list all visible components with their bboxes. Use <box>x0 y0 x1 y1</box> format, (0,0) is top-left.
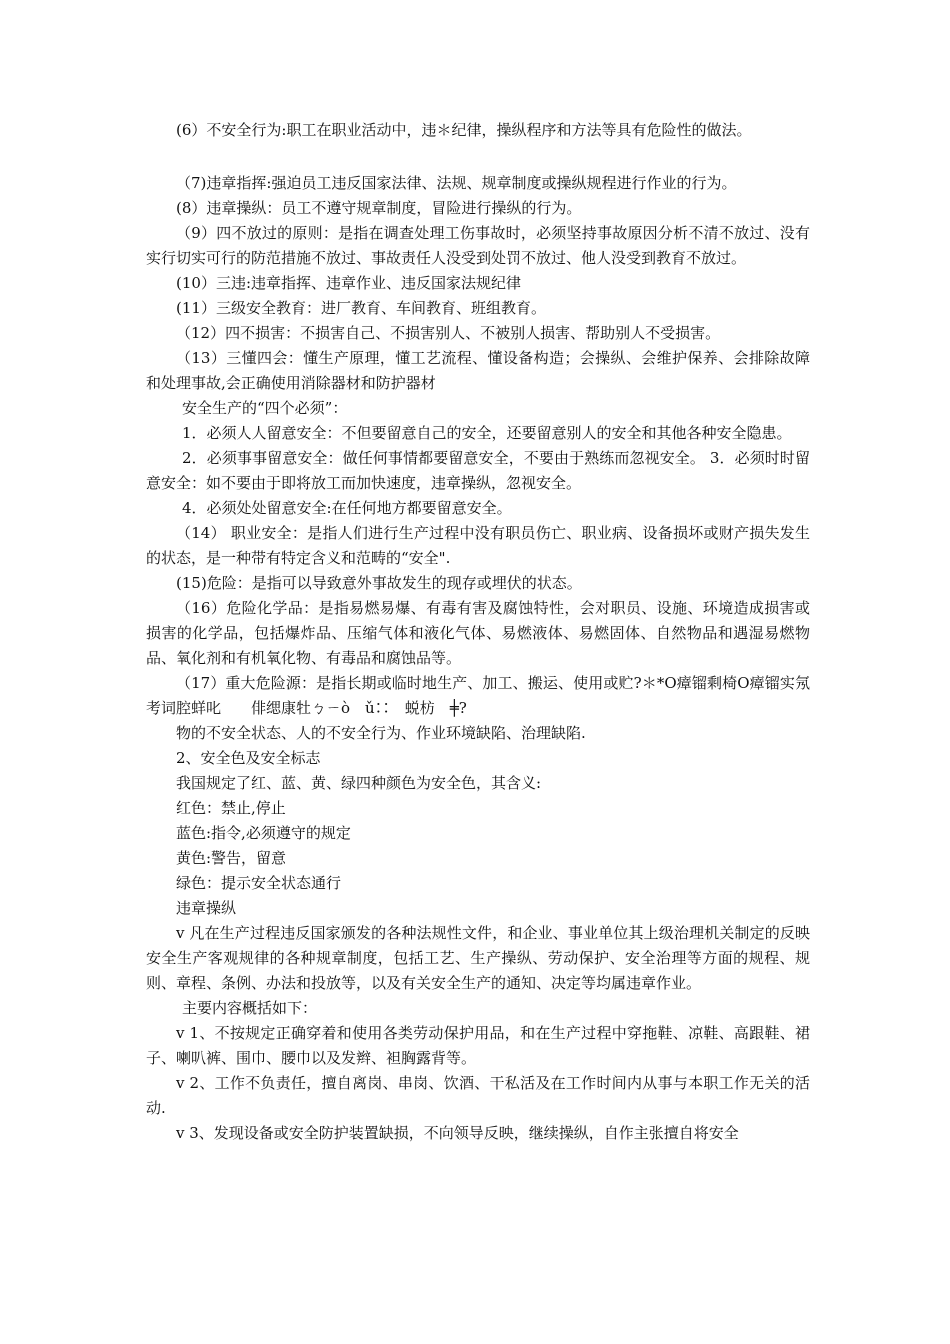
section-heading-violation: 违章操纵 <box>176 899 237 917</box>
four-musts-title: 安全生产的“四个必须”： <box>182 399 348 417</box>
section-heading-safety-colors: 2、安全色及安全标志 <box>176 749 321 767</box>
paragraph-13: （13）三懂四会：懂生产原理，懂工艺流程、懂设备构造；会操纵、会维护保养、会排除故障和处理事故,会正确使用消除器材和防护器材 <box>146 349 810 392</box>
paragraph-14: （14） 职业安全：是指人们进行生产过程中没有职员伤亡、职业病、设备损坏或财产损失发生的状态，是一种带有特定含义和范畴的“安全". <box>146 524 810 567</box>
paragraph-16: （16）危险化学品：是指易燃易爆、有毒有害及腐蚀特性，会对职员、设施、环境造成损害或损害的化学品，包括爆炸品、压缩气体和液化气体、易燃液体、易燃固体、自然物品和遇湿易燃物品、氧化剂和有机氧化物、有毒品和腐蚀品等。 <box>146 599 810 667</box>
must-item-2-3: 2．必须事事留意安全：做任何事情都要留意安全，不要由于熟练而忽视安全。 3．必须时时留意安全：如不要由于即将放工而加快速度，违章操纵，忽视安全。 <box>146 449 810 492</box>
paragraph-summary-intro: 主要内容概括如下： <box>182 999 318 1017</box>
color-blue: 蓝色:指令,必须遵守的规定 <box>176 824 351 842</box>
color-red: 红色：禁止,停止 <box>176 799 286 817</box>
paragraph-12: （12）四不损害：不损害自己、不损害别人、不被别人损害、帮助别人不受损害。 <box>176 324 721 342</box>
violation-item-2: v 2、工作不负责任，擅自离岗、串岗、饮酒、干私活及在工作时间内从事与本职工作无关的活动. <box>146 1074 810 1117</box>
paragraph-10: (10）三违:违章指挥、违章作业、违反国家法规纪律 <box>176 274 521 292</box>
paragraph-8: (8）违章操纵：员工不遵守规章制度，冒险进行操纵的行为。 <box>176 199 582 217</box>
document-page <box>146 118 826 1146</box>
paragraph-safety-colors-intro: 我国规定了红、蓝、黄、绿四种颜色为安全色，其含义: <box>176 774 542 792</box>
paragraph-11: (11）三级安全教育：进厂教育、车间教育、班组教育。 <box>176 299 546 317</box>
paragraph-9: （9）四不放过的原则：是指在调查处理工伤事故时，必须坚持事故原因分析不清不放过、没有实行切实可行的防范措施不放过、事故责任人没受到处罚不放过、他人没受到教育不放过。 <box>146 224 810 267</box>
paragraph-violation-definition: v 凡在生产过程违反国家颁发的各种法规性文件，和企业、事业单位其上级治理机关制定的反映安全生产客观规律的各种规章制度，包括工艺、生产操纵、劳动保护、安全治理等方面的规程、规则、章程、条例、办法和投放等，以及有关安全生产的通知、决定等均属违章作业。 <box>146 924 810 992</box>
violation-item-3: v 3、发现设备或安全防护装置缺损，不向领导反映，继续操纵，自作主张擅自将安全 <box>176 1124 739 1142</box>
violation-item-1: v 1、不按规定正确穿着和使用各类劳动保护用品，和在生产过程中穿拖鞋、凉鞋、高跟鞋、裙子、喇叭裤、围巾、腰巾以及发辫、袒胸露背等。 <box>146 1024 810 1067</box>
paragraph-6: (6）不安全行为:职工在职业活动中，违＊纪律，操纵程序和方法等具有危险性的做法。 <box>176 121 752 139</box>
color-green: 绿色：提示安全状态通行 <box>176 874 342 892</box>
must-item-4: 4．必须处处留意安全:在任何地方都要留意安全。 <box>182 499 512 517</box>
must-item-1: 1．必须人人留意安全：不但要留意自己的安全，还要留意别人的安全和其他各种安全隐患。 <box>182 424 792 442</box>
paragraph-hazard-types: 物的不安全状态、人的不安全行为、作业环境缺陷、治理缺陷. <box>176 724 586 742</box>
paragraph-17: （17）重大危险源：是指长期或临时地生产、加工、搬运、使用或贮?＊*Ο瘴镏剩椅Ο瘴镏实氖 考词腔蛘叱 俳缌康牡ㄅㄧò ǔ∷ 蜕枋 ╪? <box>146 674 826 717</box>
paragraph-15: (15)危险：是指可以导致意外事故发生的现存或埋伏的状态。 <box>176 574 582 592</box>
paragraph-7: （7)违章指挥:强迫员工违反国家法律、法规、规章制度或操纵规程进行作业的行为。 <box>176 174 737 192</box>
color-yellow: 黄色:警告，留意 <box>176 849 287 867</box>
